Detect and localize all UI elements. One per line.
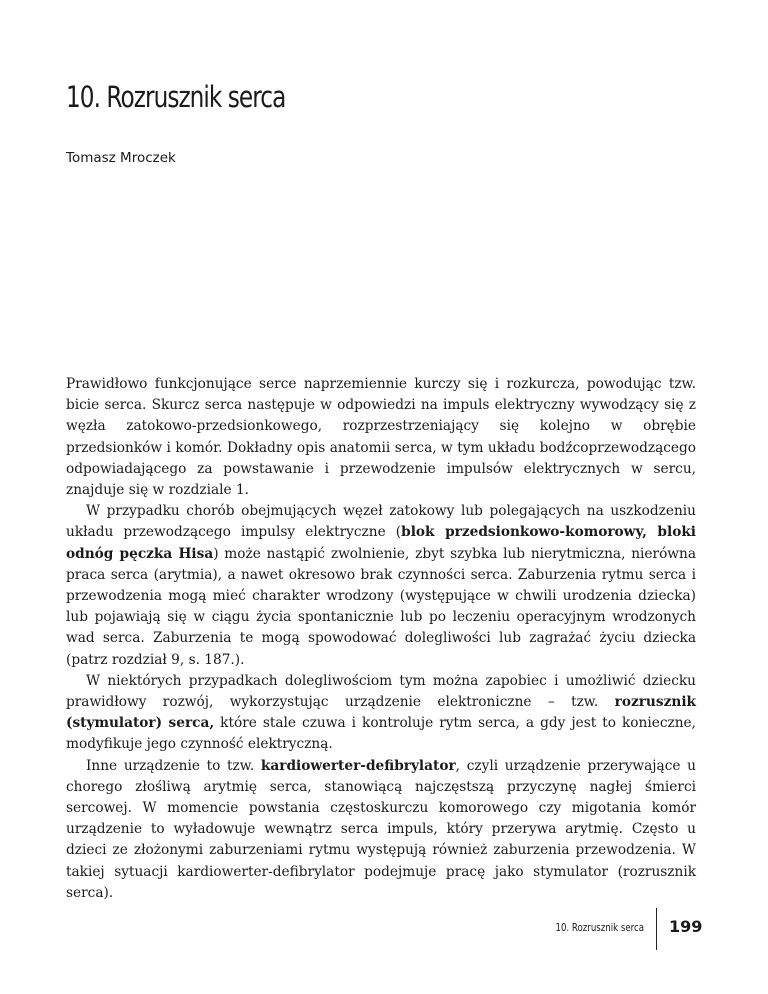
body-paragraph <box>66 501 696 671</box>
paragraph-text: W niektórych przypadkach dolegliwościom tym można zapobiec i umożliwić dziecku prawidłowy rozwój, wykorzystując urządzenie elektroniczne – tzw. <box>66 672 696 711</box>
body-paragraph <box>66 671 696 756</box>
paragraph-text: , czyli urządzenie przerywające u chorego złośliwą arytmię serca, stanowiącą najczęstszą przyczynę nagłej śmierci sercowej. W momencie powstania częstoskurczu komorowego czy migotania komór urządzenie to wyładowuje wewnątrz serca impuls, który przerywa arytmię. Często u dzieci ze złożonymi zaburzeniami rytmu występują również zaburzenia przewodzenia. W takiej sytuacji kardiowerter-defibrylator podejmuje pracę jako stymulator (rozrusznik serca). <box>66 757 696 901</box>
chapter-body-text <box>66 374 696 904</box>
body-paragraph <box>66 756 696 904</box>
paragraph-text: Inne urządzenie to tzw. <box>86 757 261 774</box>
body-paragraph <box>66 374 696 501</box>
paragraph-text: W przypadku chorób obejmujących węzeł zatokowy lub polegających na uszkodzeniu układu przewodzącego impulsy elektryczne ( <box>66 503 696 541</box>
paragraph-text: Prawidłowo funkcjonujące serce naprzemiennie kurczy się i rozkurcza, powodując tzw. bicie serca. Skurcz serca następuje w odpowiedzi na impuls elektryczny wywodzący się z węzła zatokowo-przedsionkowego, rozprzestrzeniający się kolejno w obrębie przedsionków i komór. Dokładny opis anatomii serca, w tym układu bodźcoprzewodzącego odpowiadającego za powstawanie i przewodzenie impulsów elektrycznych w sercu, znajduje się w rozdziale 1. <box>66 376 696 499</box>
page-number: 199 <box>669 917 703 936</box>
bold-term: kardiowerter-defibrylator <box>260 757 456 774</box>
bold-term: blok przedsionkowo-komorowy, bloki odnóg pęczka Hisa <box>66 524 697 562</box>
chapter-title: 10. Rozrusznik serca <box>66 80 286 114</box>
paragraph-text: ) może nastąpić zwolnienie, zbyt szybka lub nierytmiczna, nierówna praca serca (arytmia), a nawet okresowo brak czynności serca. Zaburzenia rytmu serca i przewodzenia mogą mieć charakter wrodzony (występujące w chwili urodzenia dziecka) lub pojawiają się w ciągu życia spontanicznie lub po leczeniu operacyjnym wrodzonych wad serca. Zaburzenia te mogą spowodować dolegliwości lub zagrażać życiu dziecka (patrz rozdział 9, s. 187.). <box>66 545 696 668</box>
footer-divider <box>656 908 657 950</box>
running-footer-title: 10. Rozrusznik serca <box>555 922 644 934</box>
bold-term: rozrusznik (stymulator) serca, <box>66 694 696 732</box>
author-name: Tomasz Mroczek <box>66 150 176 166</box>
paragraph-text: które stale czuwa i kontroluje rytm serca, a gdy jest to konieczne, modyfikuje jego czynność elektryczną. <box>66 715 696 753</box>
